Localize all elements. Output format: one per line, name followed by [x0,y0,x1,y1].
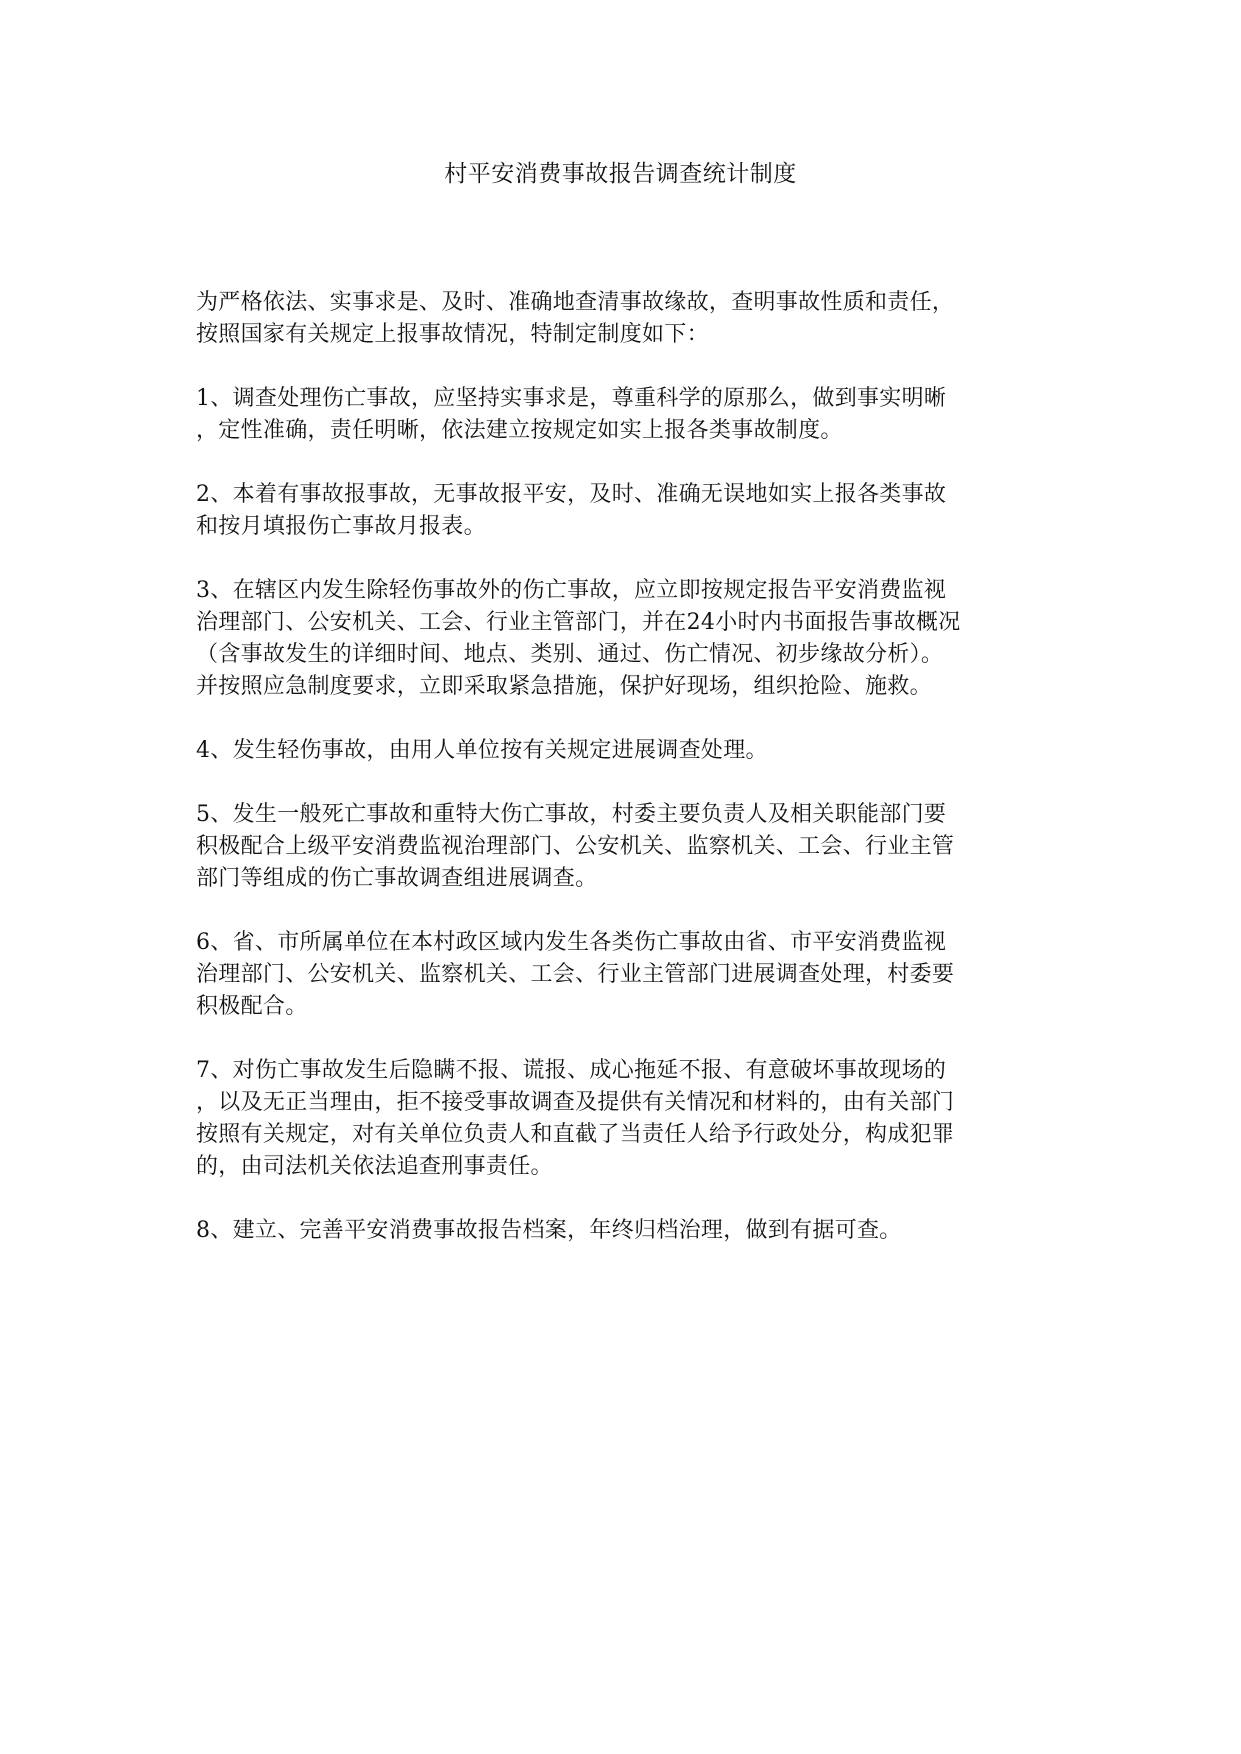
paragraph-line: 7、对伤亡事故发生后隐瞒不报、谎报、成心拖延不报、有意破坏事故现场的 [196,1058,947,1083]
document-paragraph [196,927,1046,1023]
document-paragraph [196,735,1046,767]
paragraph-line: （含事故发生的详细时间、地点、类别、通过、伤亡情况、初步缘故分析）。 [196,642,944,667]
paragraph-line: 为严格依法、实事求是、及时、准确地查清事故缘故，查明事故性质和责任， [196,290,955,315]
paragraph-line: ，定性准确，责任明晰，依法建立按规定如实上报各类事故制度。 [196,418,843,443]
paragraph-line: 6、省、市所属单位在本村政区域内发生各类伤亡事故由省、市平安消费监视 [196,930,947,955]
paragraph-line: 治理部门、公安机关、工会、行业主管部门，并在24小时内书面报告事故概况 [196,610,961,635]
document-paragraph [196,1215,1046,1247]
document-paragraph [196,287,1046,351]
document-paragraph [196,383,1046,447]
document-title: 村平安消费事故报告调查统计制度 [444,161,797,187]
paragraph-line: 积极配合。 [196,994,308,1019]
document-paragraph [196,799,1046,895]
paragraph-line: 按照国家有关规定上报事故情况，特制定制度如下： [196,322,709,347]
paragraph-line: ，以及无正当理由，拒不接受事故调查及提供有关情况和材料的，由有关部门 [196,1090,955,1115]
paragraph-line: 并按照应急制度要求，立即采取紧急措施，保护好现场，组织抢险、施救。 [196,674,932,699]
paragraph-line: 1、调查处理伤亡事故，应坚持实事求是，尊重科学的原那么，做到事实明晰 [196,386,947,411]
document-paragraph [196,575,1046,703]
paragraph-line: 治理部门、公安机关、监察机关、工会、行业主管部门进展调查处理，村委要 [196,962,955,987]
document-paragraph [196,479,1046,543]
document-paragraph [196,1055,1046,1183]
paragraph-line: 积极配合上级平安消费监视治理部门、公安机关、监察机关、工会、行业主管 [196,834,955,859]
paragraph-line: 8、建立、完善平安消费事故报告档案，年终归档治理，做到有据可查。 [196,1218,902,1243]
paragraph-line: 部门等组成的伤亡事故调查组进展调查。 [196,866,598,891]
paragraph-line: 2、本着有事故报事故，无事故报平安，及时、准确无误地如实上报各类事故 [196,482,947,507]
paragraph-line: 的，由司法机关依法追查刑事责任。 [196,1154,553,1179]
paragraph-line: 4、发生轻伤事故，由用人单位按有关规定进展调查处理。 [196,738,768,763]
paragraph-line: 按照有关规定，对有关单位负责人和直截了当责任人给予行政处分，构成犯罪 [196,1122,955,1147]
paragraph-line: 和按月填报伤亡事故月报表。 [196,514,486,539]
paragraph-line: 3、在辖区内发生除轻伤事故外的伤亡事故，应立即按规定报告平安消费监视 [196,578,947,603]
document-body [196,287,1046,1279]
paragraph-line: 5、发生一般死亡事故和重特大伤亡事故，村委主要负责人及相关职能部门要 [196,802,947,827]
